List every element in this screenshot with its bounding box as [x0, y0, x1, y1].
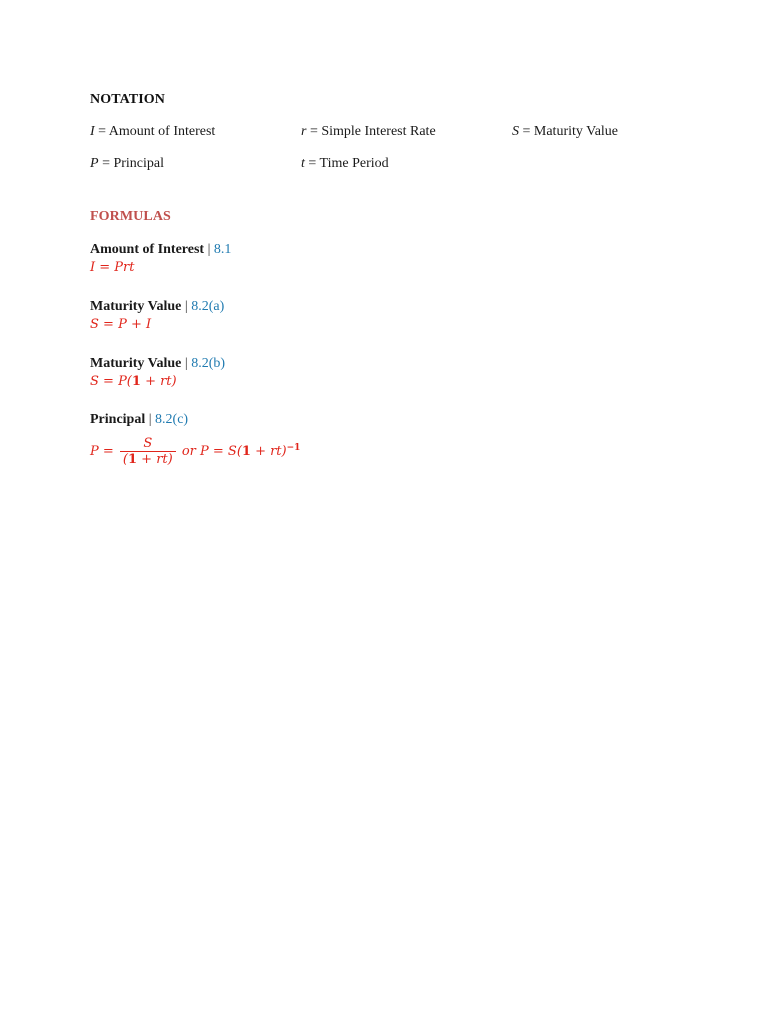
notation-symbol: S: [512, 124, 519, 139]
notation-symbol: r: [301, 124, 307, 139]
notation-item-maturity: [512, 124, 618, 140]
formula-title: [90, 241, 231, 259]
formula-separator: |: [181, 356, 192, 371]
formula-name: Principal: [90, 412, 146, 427]
formula-separator: |: [204, 242, 214, 257]
formula-title: [90, 298, 224, 316]
formula-amount-of-interest: [90, 241, 231, 277]
formula-ref-link[interactable]: 8.1: [213, 242, 232, 257]
eq-part: + rt): [137, 451, 173, 467]
formula-maturity-value-b: [90, 355, 225, 391]
formula-title: [90, 411, 300, 429]
notation-heading: NOTATION: [90, 92, 165, 107]
notation-item-time: [301, 156, 389, 172]
eq-lhs: P =: [90, 443, 118, 459]
fraction: [120, 436, 176, 468]
formula-name: Maturity Value: [90, 356, 182, 371]
formula-equation: S = P + I: [90, 317, 152, 332]
eq-part-bold: 1: [131, 374, 141, 389]
eq-exponent: −1: [286, 443, 301, 453]
eq-part: + rt): [250, 443, 287, 459]
notation-item-principal: [90, 156, 164, 172]
formula-ref-link[interactable]: 8.2(c): [155, 412, 189, 427]
notation-symbol: P: [90, 156, 99, 171]
eq-part: S = P(: [90, 374, 132, 389]
notation-symbol: t: [301, 156, 305, 171]
eq-part: (: [122, 451, 128, 467]
fraction-denominator: [120, 452, 176, 468]
formulas-heading: FORMULAS: [90, 209, 171, 224]
notation-text: = Principal: [98, 156, 165, 171]
eq-part-bold: 1: [127, 451, 138, 467]
notation-item-interest: [90, 124, 215, 140]
formula-name: Amount of Interest: [90, 242, 205, 257]
eq-part: + rt): [140, 374, 177, 389]
notation-text: = Maturity Value: [519, 124, 619, 139]
notation-text: = Simple Interest Rate: [306, 124, 436, 139]
formula-ref-link[interactable]: 8.2(a): [191, 299, 225, 314]
formula-title: [90, 355, 225, 373]
formula-name: Maturity Value: [90, 299, 182, 314]
formula-maturity-value-a: [90, 298, 224, 334]
eq-part-bold: 1: [241, 443, 251, 459]
formula-equation: [90, 430, 300, 466]
notation-item-rate: [301, 124, 436, 140]
formula-equation: I = Prt: [90, 260, 135, 275]
formula-principal: [90, 411, 300, 466]
fraction-numerator: S: [143, 435, 153, 451]
notation-text: = Amount of Interest: [94, 124, 216, 139]
notation-symbol: I: [90, 124, 95, 139]
eq-alt: or P = S(: [177, 443, 242, 459]
formula-separator: |: [181, 299, 192, 314]
formula-equation: [90, 373, 225, 391]
formula-separator: |: [145, 412, 156, 427]
notation-text: = Time Period: [304, 156, 389, 171]
formula-ref-link[interactable]: 8.2(b): [191, 356, 226, 371]
